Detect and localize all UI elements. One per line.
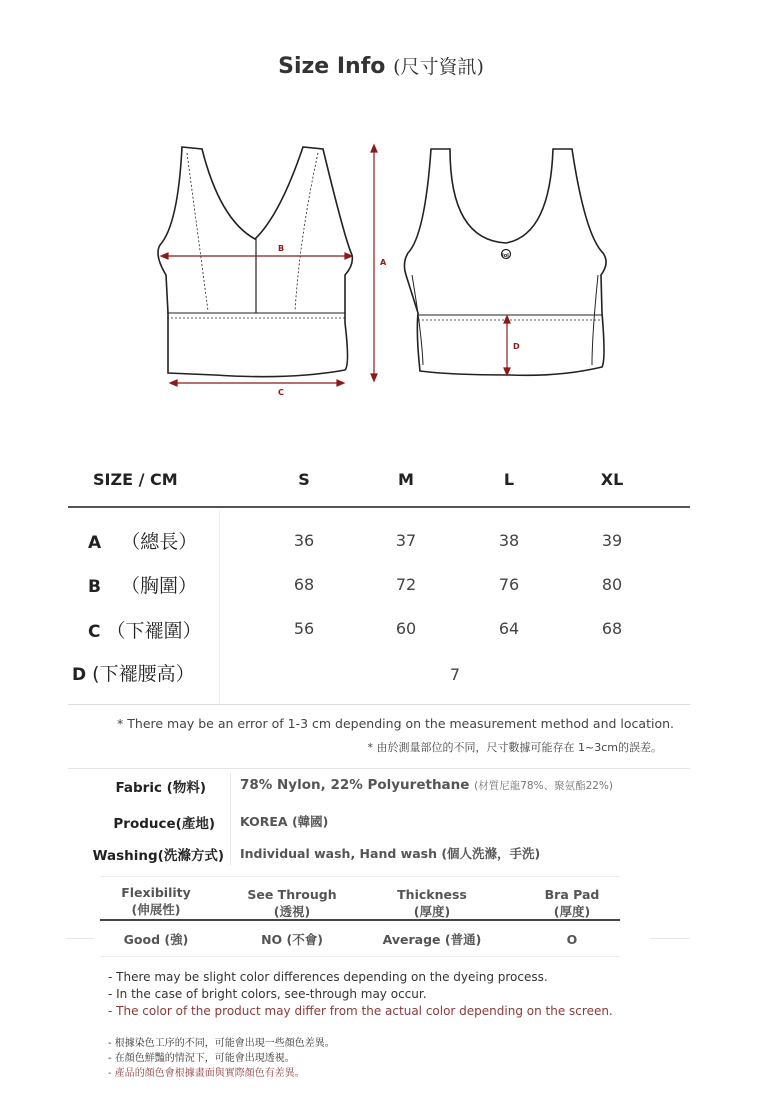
cell-a-xl: 39	[601, 531, 623, 550]
produce-value: KOREA (韓國)	[240, 814, 329, 829]
size-header-xl: XL	[600, 470, 624, 489]
cell-c-xl: 68	[601, 619, 623, 638]
page-title	[0, 52, 762, 79]
fabric-value	[240, 777, 613, 793]
row-d-name: (下襬腰高）	[92, 663, 195, 685]
prop-pad-en: Bra Pad	[544, 887, 600, 902]
note-en: * There may be an error of 1-3 cm depending on the measurement method and location.	[117, 716, 674, 731]
cell-b-l: 76	[498, 575, 520, 594]
cell-c-s: 56	[293, 619, 315, 638]
notes-divider	[68, 768, 690, 769]
prop-thick-zh: (厚度)	[413, 904, 451, 919]
row-a-label	[88, 527, 197, 554]
row-d-code: D	[72, 665, 87, 685]
prop-header-thickness	[380, 886, 484, 920]
row-a-code: A	[88, 533, 102, 553]
note-zh: * 由於測量部位的不同，尺寸數據可能存在 1~3cm的誤差。	[367, 741, 662, 754]
cell-c-l: 64	[498, 619, 520, 638]
row-a-name: （總長）	[121, 531, 198, 553]
row-c-code: C	[88, 622, 101, 642]
measure-label-d: D	[513, 342, 520, 351]
prop-value-thickness: Average (普通)	[382, 932, 482, 947]
size-header-s: S	[298, 470, 310, 489]
prop-see-zh: (透視)	[273, 904, 311, 919]
prop-flex-en: Flexibility	[121, 885, 191, 900]
cell-a-m: 37	[395, 531, 417, 550]
cell-a-s: 36	[293, 531, 315, 550]
prop-header-bra-pad	[524, 886, 620, 920]
fabric-value-zh: (材質尼龍78%、聚氨酯22%)	[474, 780, 614, 792]
row-d-label	[72, 659, 195, 686]
row-c-label	[88, 616, 202, 643]
produce-label: Produce(產地)	[113, 816, 215, 832]
cell-b-m: 72	[395, 575, 417, 594]
logo-text: lol	[502, 253, 509, 259]
fabric-label: Fabric (物料)	[115, 780, 206, 796]
prop-see-en: See Through	[247, 887, 337, 902]
bullet-zh-1: - 根據染色工序的不同，可能會出現一些顏色差異。	[108, 1038, 335, 1049]
prop-thick-en: Thickness	[397, 887, 467, 902]
prop-value-bra-pad: O	[566, 932, 578, 947]
washing-label: Washing(洗滌方式)	[92, 848, 224, 864]
column-divider	[219, 510, 220, 704]
cell-d-all: 7	[449, 665, 461, 684]
measure-label-c: C	[278, 388, 284, 397]
cell-b-xl: 80	[601, 575, 623, 594]
size-header-m: M	[398, 470, 414, 489]
props-top-divider	[100, 876, 620, 877]
props-right-rule	[650, 938, 690, 939]
bullet-en-3: - The color of the product may differ from the actual color depending on the screen.	[108, 1004, 613, 1018]
bullet-zh-3: - 產品的顏色會根據畫面與實際顏色有差異。	[108, 1068, 305, 1079]
title-cjk: (尺寸資訊)	[393, 56, 484, 78]
prop-pad-zh: (厚度)	[553, 904, 591, 919]
garment-diagram	[140, 135, 620, 405]
cell-c-m: 60	[395, 619, 417, 638]
prop-flex-zh: (伸展性)	[131, 902, 181, 917]
back-outline	[404, 149, 606, 375]
prop-value-see-through: NO (不會)	[261, 932, 323, 947]
bullet-en-2: - In the case of bright colors, see-through may occur.	[108, 987, 427, 1001]
bullet-zh-2: - 在顏色鮮豔的情況下，可能會出現透視。	[108, 1053, 295, 1064]
prop-value-flexibility: Good (強)	[123, 932, 189, 947]
front-outline	[158, 147, 352, 377]
washing-value: Individual wash, Hand wash (個人洗滌，手洗)	[240, 846, 541, 861]
cell-a-l: 38	[498, 531, 520, 550]
fabric-divider	[230, 773, 231, 865]
prop-header-flexibility	[108, 884, 204, 918]
props-left-rule	[66, 938, 94, 939]
row-c-name: （下襬圍）	[106, 620, 202, 642]
title-main: Size Info	[278, 54, 386, 79]
measure-label-b: B	[278, 244, 285, 253]
size-header-label: SIZE / CM	[93, 470, 178, 489]
table-bottom-divider	[68, 704, 690, 705]
fabric-value-en: 78% Nylon, 22% Polyurethane	[240, 777, 470, 793]
prop-header-see-through	[238, 886, 346, 920]
cell-b-s: 68	[293, 575, 315, 594]
props-header-divider	[100, 919, 620, 921]
row-b-label	[88, 571, 197, 598]
row-b-name: （胸圍）	[121, 575, 198, 597]
measure-label-a: A	[380, 258, 387, 267]
props-bottom-divider	[100, 956, 620, 957]
header-divider	[68, 506, 690, 508]
bullet-en-1: - There may be slight color differences depending on the dyeing process.	[108, 970, 548, 984]
size-header-l: L	[503, 470, 515, 489]
row-b-code: B	[88, 577, 101, 597]
